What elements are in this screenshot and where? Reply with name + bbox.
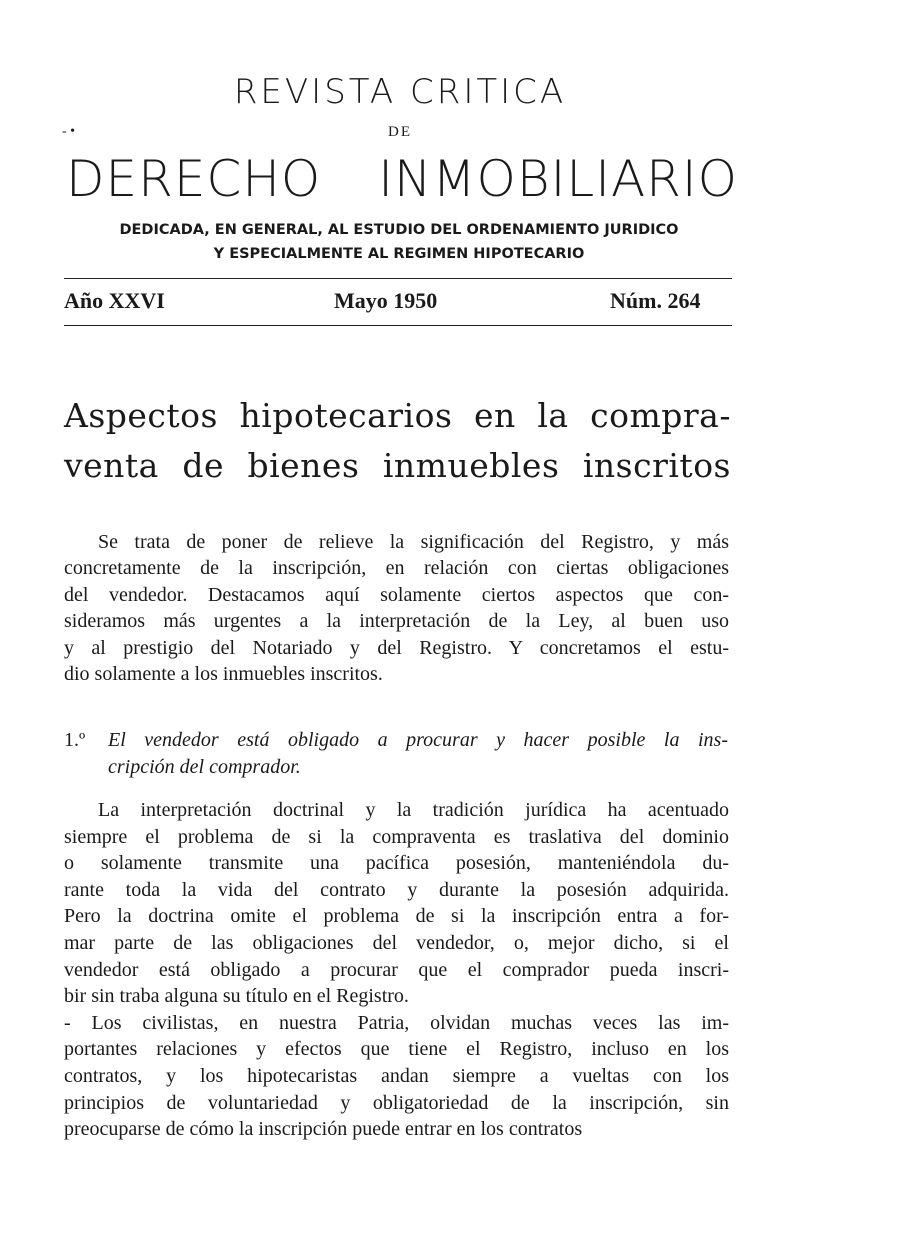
text-line: mar parte de las obligaciones del vendedor, o, mejor dicho, si el bbox=[64, 932, 729, 954]
bottom-rule bbox=[64, 325, 732, 326]
text-line: del vendedor. Destacamos aquí solamente ciertos aspectos que con- bbox=[64, 583, 729, 606]
text-line: vendedor está obligado a procurar que el comprador pueda inscri- bbox=[64, 958, 729, 981]
text-line: rante toda la vida del contrato y durante la posesión adquirida. bbox=[64, 878, 729, 901]
section-heading-line: cripción del comprador. bbox=[108, 756, 301, 778]
text-line: concretamente de la inscripción, en relación con ciertas obligaciones bbox=[64, 557, 729, 580]
stray-mark: - • bbox=[62, 124, 76, 139]
text-line: contratos, y los hipotecaristas andan siempre a vueltas con los bbox=[64, 1065, 729, 1087]
text-line: y al prestigio del Notariado y del Registro. Y concretamos el estu- bbox=[64, 636, 729, 659]
top-rule bbox=[64, 278, 732, 279]
text-line: sideramos más urgentes a la interpretación de la Ley, al buen uso bbox=[64, 610, 729, 633]
text-line: La interpretación doctrinal y la tradición jurídica ha acentuado bbox=[98, 799, 729, 821]
text-line: - Los civilistas, en nuestra Patria, olvidan muchas veces las im- bbox=[64, 1011, 729, 1034]
text-line: bir sin traba alguna su título en el Registro. bbox=[64, 985, 409, 1008]
text-line: portantes relaciones y efectos que tiene el Registro, incluso en los bbox=[64, 1038, 729, 1061]
issue-number: Núm. 264 bbox=[610, 288, 701, 313]
masthead-subtitle-2: Y ESPECIALMENTE AL REGIMEN HIPOTECARIO bbox=[213, 246, 585, 262]
article-title-line: venta de bienes inmuebles inscritos bbox=[64, 446, 731, 485]
article-title-line: Aspectos hipotecarios en la compra- bbox=[64, 396, 731, 435]
masthead-subtitle-1: DEDICADA, EN GENERAL, AL ESTUDIO DEL ORDENAMIENTO JURIDICO bbox=[119, 222, 679, 238]
section-heading-line: El vendedor está obligado a procurar y hacer posible la ins- bbox=[108, 729, 728, 751]
text-line: principios de voluntariedad y obligatoriedad de la inscripción, sin bbox=[64, 1091, 729, 1114]
section-number: 1.º bbox=[64, 729, 86, 751]
text-line: siempre el problema de si la compraventa es traslativa del dominio bbox=[64, 825, 729, 848]
text-line: preocuparse de cómo la inscripción puede entrar en los contratos bbox=[64, 1118, 583, 1141]
text-line: o solamente transmite una pacífica posesión, manteniéndola du- bbox=[64, 852, 729, 875]
text-line: Se trata de poner de relieve la significación del Registro, y más bbox=[98, 531, 729, 553]
masthead-title: REVISTA CRITICA bbox=[233, 72, 567, 112]
text-line: dio solamente a los inmuebles inscritos. bbox=[64, 663, 383, 685]
issue-date: Mayo 1950 bbox=[334, 288, 438, 313]
issue-year: Año XXVI bbox=[64, 288, 165, 313]
text-line: Pero la doctrina omite el problema de si la inscripción entra a for- bbox=[64, 905, 729, 928]
masthead-main-title: DERECHO INMOBILIARIO bbox=[66, 150, 738, 208]
masthead-de: DE bbox=[388, 124, 412, 140]
